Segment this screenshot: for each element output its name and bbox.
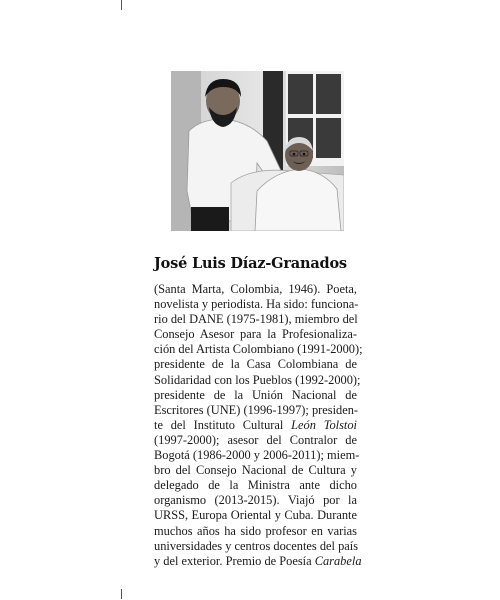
bio-line: organismo (2013-2015). Viajó por la: [154, 493, 357, 508]
bio-line: (Santa Marta, Colombia, 1946). Poeta,: [154, 282, 357, 296]
bio-line: rio del DANE (1975-1981), miembro del: [154, 312, 358, 327]
bio-line: universidades y centros docentes del país: [154, 538, 359, 553]
bio-line: delegado de la Ministra ante dicho: [154, 478, 357, 493]
author-bio: [154, 282, 363, 569]
bio-line: Consejo Asesor para la Profesionaliza-: [154, 327, 357, 342]
author-photo: [171, 71, 344, 231]
bio-line: presidente de la Casa Colombiana de: [154, 357, 357, 372]
bio-italic-title: Carabela: [314, 553, 362, 568]
bio-line: Bogotá (1986-2000 y 2006-2011); miem-: [154, 448, 360, 463]
bio-line: muchos años ha sido profesor en varias: [154, 523, 357, 538]
bio-line: Solidaridad con los Pueblos (1992-2000);: [154, 372, 361, 387]
bio-line: y del exterior. Premio de Poesía Carabela: [154, 553, 362, 568]
bio-line: ción del Artista Colombiano (1991-2000);: [154, 342, 363, 357]
author-photo-image: [171, 71, 344, 231]
bio-line: Escritores (UNE) (1996-1997); presiden-: [154, 402, 359, 417]
bio-line: (1997-2000); asesor del Contralor de: [154, 432, 357, 447]
crop-mark-bottom: [121, 589, 122, 599]
author-name-heading: José Luis Díaz-Granados: [154, 255, 347, 272]
bio-line: presidente de la Unión Nacional de: [154, 387, 357, 402]
bio-line: URSS, Europa Oriental y Cuba. Durante: [154, 508, 357, 523]
bio-italic-title: León Tolstoi: [291, 417, 357, 432]
bio-line: novelista y periodista. Ha sido: funciona-: [154, 297, 359, 312]
bio-line: bro del Consejo Nacional de Cultura y: [154, 463, 357, 478]
crop-mark-top: [121, 0, 122, 10]
bio-line: te del Instituto Cultural León Tolstoi: [154, 417, 357, 432]
